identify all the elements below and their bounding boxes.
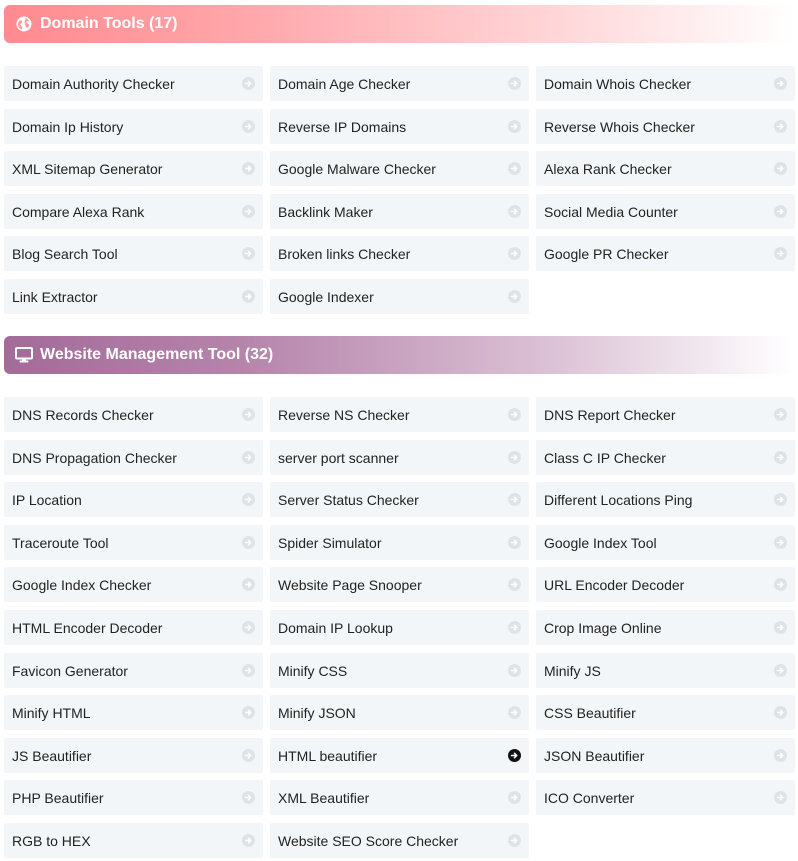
tool-link-label: URL Encoder Decoder <box>544 576 685 593</box>
tool-link[interactable] <box>4 610 263 645</box>
tool-link[interactable] <box>4 151 263 186</box>
tool-link-label: HTML Encoder Decoder <box>12 619 163 636</box>
tool-link-label: Class C IP Checker <box>544 449 666 466</box>
arrow-right-circle-icon <box>774 205 787 218</box>
tool-link-label: server port scanner <box>278 449 399 466</box>
arrow-right-circle-icon <box>508 621 521 634</box>
tool-link-label: JS Beautifier <box>12 747 92 764</box>
tool-link[interactable] <box>4 738 263 773</box>
section-header-domain-tools <box>4 5 794 43</box>
arrow-right-circle-icon <box>242 290 255 303</box>
arrow-right-circle-icon <box>508 578 521 591</box>
tool-link-label: XML Sitemap Generator <box>12 160 163 177</box>
arrow-right-circle-icon <box>774 536 787 549</box>
arrow-right-circle-icon <box>774 706 787 719</box>
arrow-right-circle-icon <box>508 493 521 506</box>
arrow-right-circle-icon <box>508 408 521 421</box>
tool-link-label: RGB to HEX <box>12 832 91 849</box>
arrow-right-circle-icon <box>242 578 255 591</box>
tool-link-label: XML Beautifier <box>278 789 370 806</box>
tool-link-label: Alexa Rank Checker <box>544 160 672 177</box>
arrow-right-circle-icon <box>508 120 521 133</box>
tool-link-label: Google Index Checker <box>12 576 152 593</box>
tool-link[interactable] <box>536 66 795 101</box>
section-title-website-management: Website Management Tool (32) <box>40 346 274 363</box>
tool-link-label: PHP Beautifier <box>12 789 104 806</box>
arrow-right-circle-icon <box>508 451 521 464</box>
arrow-right-circle-icon <box>774 120 787 133</box>
tool-link[interactable] <box>270 397 529 432</box>
tool-link-label: Traceroute Tool <box>12 534 109 551</box>
tool-link-label: IP Location <box>12 491 82 508</box>
tool-link-label: JSON Beautifier <box>544 747 645 764</box>
tool-link[interactable] <box>270 279 529 314</box>
tool-link-label: Reverse IP Domains <box>278 118 407 135</box>
arrow-right-circle-icon <box>242 205 255 218</box>
arrow-right-circle-icon <box>242 247 255 260</box>
tool-link-label: Domain IP Lookup <box>278 619 393 636</box>
tool-link[interactable] <box>4 695 263 730</box>
tool-link[interactable] <box>4 567 263 602</box>
arrow-right-circle-icon <box>242 749 255 762</box>
arrow-right-circle-icon <box>508 205 521 218</box>
arrow-right-circle-icon <box>508 77 521 90</box>
arrow-right-circle-icon <box>242 621 255 634</box>
arrow-right-circle-icon <box>774 791 787 804</box>
arrow-right-circle-icon <box>242 162 255 175</box>
tool-link[interactable] <box>270 194 529 229</box>
section-title-domain-tools: Domain Tools (17) <box>40 15 178 32</box>
tool-link[interactable] <box>270 482 529 517</box>
tool-link-label: Server Status Checker <box>278 491 419 508</box>
tool-link[interactable] <box>270 525 529 560</box>
arrow-right-circle-icon <box>242 791 255 804</box>
tool-link-label: Favicon Generator <box>12 662 128 679</box>
arrow-right-circle-icon <box>508 290 521 303</box>
tool-link[interactable] <box>270 653 529 688</box>
arrow-right-circle-icon <box>242 493 255 506</box>
tool-link[interactable] <box>536 610 795 645</box>
tool-link[interactable] <box>4 823 263 858</box>
arrow-right-circle-icon <box>242 664 255 677</box>
tool-link-label: Crop Image Online <box>544 619 662 636</box>
arrow-right-circle-icon <box>242 834 255 847</box>
arrow-right-circle-icon <box>774 162 787 175</box>
tool-link[interactable] <box>4 482 263 517</box>
tool-link-label: Domain Authority Checker <box>12 75 175 92</box>
arrow-right-circle-icon <box>508 536 521 549</box>
tool-link[interactable] <box>4 653 263 688</box>
tool-link-label: Reverse Whois Checker <box>544 118 695 135</box>
tool-link[interactable] <box>536 109 795 144</box>
tool-link-label: Website Page Snooper <box>278 576 422 593</box>
tool-link-label: Compare Alexa Rank <box>12 203 145 220</box>
arrow-right-circle-icon <box>242 706 255 719</box>
arrow-right-circle-icon <box>774 749 787 762</box>
tool-link[interactable] <box>4 397 263 432</box>
tool-link[interactable] <box>270 440 529 475</box>
tool-link[interactable] <box>4 236 263 271</box>
tool-link-label: Domain Ip History <box>12 118 124 135</box>
tool-link-label: CSS Beautifier <box>544 704 636 721</box>
tool-link-label: Minify HTML <box>12 704 91 721</box>
tool-link[interactable] <box>536 567 795 602</box>
tool-link-label: Google Malware Checker <box>278 160 436 177</box>
globe-icon <box>15 15 33 33</box>
tool-link[interactable] <box>4 66 263 101</box>
tool-link-label: Minify JS <box>544 662 601 679</box>
tool-link-label: Google Index Tool <box>544 534 657 551</box>
tool-link[interactable] <box>536 653 795 688</box>
arrow-right-circle-icon <box>508 162 521 175</box>
tool-link-label: Google PR Checker <box>544 245 669 262</box>
tool-link[interactable] <box>270 823 529 858</box>
tool-link[interactable] <box>536 525 795 560</box>
tool-link-label: Domain Whois Checker <box>544 75 692 92</box>
tool-link[interactable] <box>536 482 795 517</box>
tool-link[interactable] <box>536 440 795 475</box>
arrow-right-circle-icon <box>508 706 521 719</box>
tool-link-label: Spider Simulator <box>278 534 382 551</box>
tool-link-label: Backlink Maker <box>278 203 373 220</box>
tool-link[interactable] <box>536 738 795 773</box>
tool-link[interactable] <box>270 695 529 730</box>
arrow-right-circle-icon <box>508 791 521 804</box>
tool-link[interactable] <box>536 151 795 186</box>
arrow-right-circle-icon <box>508 664 521 677</box>
tool-link-label: Link Extractor <box>12 288 98 305</box>
tool-link-label: Social Media Counter <box>544 203 678 220</box>
arrow-right-circle-icon <box>508 749 521 762</box>
tool-link-label: Domain Age Checker <box>278 75 411 92</box>
arrow-right-circle-icon <box>774 578 787 591</box>
arrow-right-circle-icon <box>242 77 255 90</box>
arrow-right-circle-icon <box>508 247 521 260</box>
monitor-icon <box>15 346 33 364</box>
arrow-right-circle-icon <box>774 664 787 677</box>
tool-link-label: Broken links Checker <box>278 245 411 262</box>
tool-link[interactable] <box>4 440 263 475</box>
arrow-right-circle-icon <box>508 834 521 847</box>
tool-link[interactable] <box>536 695 795 730</box>
tool-link[interactable] <box>270 66 529 101</box>
tool-link-label: HTML beautifier <box>278 747 378 764</box>
section-header-website-management <box>4 336 794 374</box>
arrow-right-circle-icon <box>242 536 255 549</box>
tool-link[interactable] <box>536 194 795 229</box>
tool-link-label: Blog Search Tool <box>12 245 118 262</box>
tool-link-label: DNS Records Checker <box>12 406 154 423</box>
arrow-right-circle-icon <box>774 621 787 634</box>
tool-link[interactable] <box>536 397 795 432</box>
arrow-right-circle-icon <box>242 451 255 464</box>
arrow-right-circle-icon <box>774 493 787 506</box>
tool-link[interactable] <box>536 780 795 815</box>
tool-link[interactable] <box>270 738 529 773</box>
tool-link-label: Minify CSS <box>278 662 348 679</box>
tool-link[interactable] <box>270 567 529 602</box>
tool-link[interactable] <box>4 525 263 560</box>
tool-link-label: Reverse NS Checker <box>278 406 410 423</box>
tool-link[interactable] <box>270 780 529 815</box>
arrow-right-circle-icon <box>774 408 787 421</box>
arrow-right-circle-icon <box>774 247 787 260</box>
tool-link[interactable] <box>536 236 795 271</box>
tool-link-label: Different Locations Ping <box>544 491 693 508</box>
tool-link-label: Minify JSON <box>278 704 356 721</box>
arrow-right-circle-icon <box>242 120 255 133</box>
arrow-right-circle-icon <box>774 77 787 90</box>
tool-link[interactable] <box>4 279 263 314</box>
tool-link[interactable] <box>270 151 529 186</box>
tool-link[interactable] <box>270 610 529 645</box>
tool-link[interactable] <box>270 109 529 144</box>
arrow-right-circle-icon <box>242 408 255 421</box>
tool-link-label: Website SEO Score Checker <box>278 832 459 849</box>
tool-link[interactable] <box>4 780 263 815</box>
tool-link[interactable] <box>4 109 263 144</box>
tool-link[interactable] <box>270 236 529 271</box>
tool-link-label: DNS Propagation Checker <box>12 449 177 466</box>
tool-link[interactable] <box>4 194 263 229</box>
arrow-right-circle-icon <box>774 451 787 464</box>
tool-link-label: Google Indexer <box>278 288 374 305</box>
tool-link-label: DNS Report Checker <box>544 406 676 423</box>
tool-link-label: ICO Converter <box>544 789 635 806</box>
